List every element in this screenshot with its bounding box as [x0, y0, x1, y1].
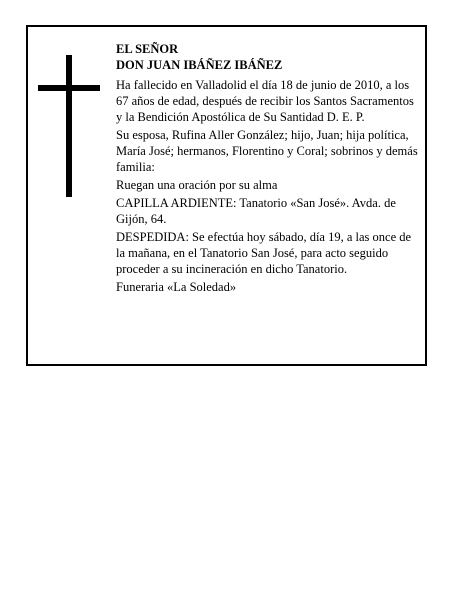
obituary-notice	[26, 25, 427, 366]
notice-text	[116, 41, 420, 295]
family-list: Su esposa, Rufina Aller González; hijo, Juan; hija política, María José; hermanos, Florentino y Coral; sobrinos y demás familia:	[116, 128, 418, 174]
death-announcement: Ha fallecido en Valladolid el día 18 de junio de 2010, a los 67 años de edad, después de recibir los Santos Sacramentos y la Bendición Apostólica de Su Santidad D. E. P.	[116, 78, 414, 124]
deceased-title: EL SEÑOR	[116, 42, 179, 56]
farewell-details: DESPEDIDA: Se efectúa hoy sábado, día 19, a las once de la mañana, en el Tanatorio San José, para acto seguido proceder a su incineración en dicho Tanatorio.	[116, 230, 412, 276]
funeral-home: Funeraria «La Soledad»	[116, 280, 237, 294]
cross-vertical-bar	[66, 55, 72, 197]
wake-location: CAPILLA ARDIENTE: Tanatorio «San José». Avda. de Gijón, 64.	[116, 196, 396, 226]
cross-horizontal-bar	[38, 85, 100, 91]
deceased-name: DON JUAN IBÁÑEZ IBÁÑEZ	[116, 58, 283, 72]
cross-icon	[38, 55, 100, 197]
prayer-request: Ruegan una oración por su alma	[116, 178, 278, 192]
